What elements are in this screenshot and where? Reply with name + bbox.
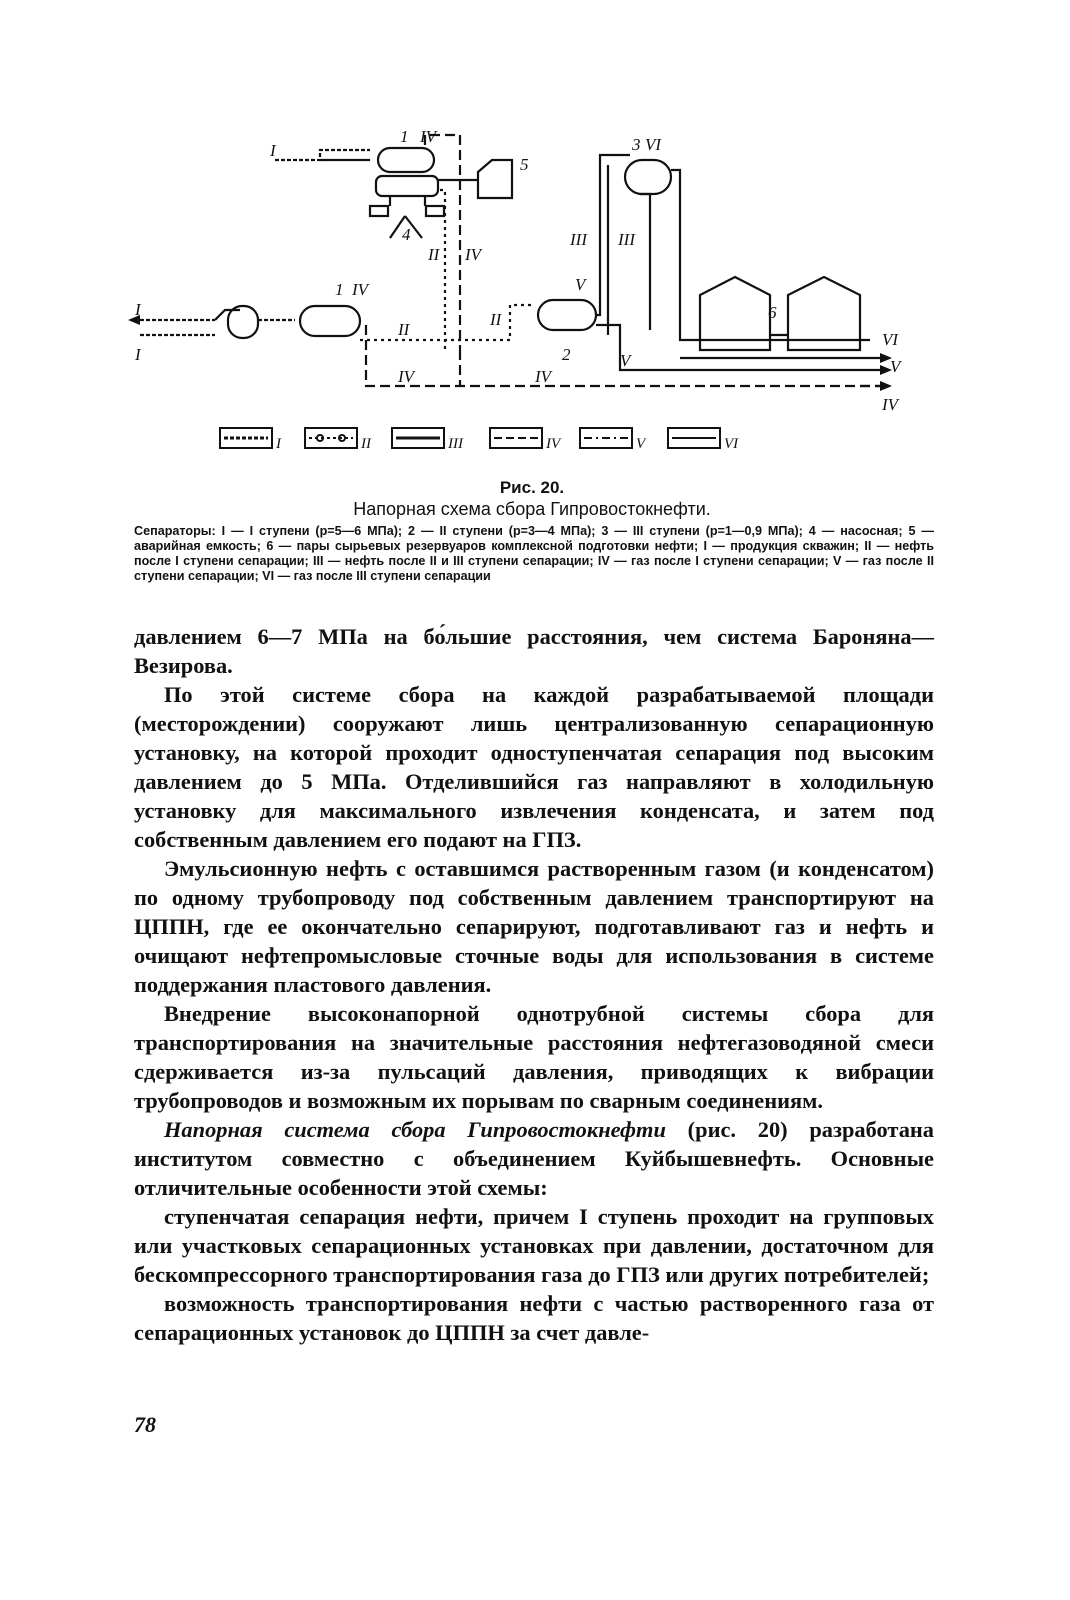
label-tanks6: 6 [768,303,777,322]
paragraph-2: По этой системе сбора на каждой разрабатываемой площади (месторождении) сооружают лишь централизованную сепарационную установку, на которой проходит одноступенчатая сепарация под высоким давлением до 5 МПа. Отделившийся газ направляют в холодильную установку для максимального извлечения конденсата, и затем под собственным давлением его подают на ГПЗ. [134,682,934,852]
label-iv-bottom1: IV [398,367,415,386]
label-tank5: 5 [520,155,529,174]
label-iv-top: IV [420,127,437,146]
label-iii-left: III [570,230,587,249]
paragraph-3: Эмульсионную нефть с оставшимся растворенным газом (и конденсатом) по одному трубопроводу под собственным давлением транспортируют на ЦППН, где ее окончательно сепарируют, подготавливают газ и нефть и очищают нефтепромысловые сточные воды для использования в системе поддержания пластового давления. [134,856,934,997]
legend-key-v: V [636,436,646,452]
label-out-iv: IV [882,395,899,414]
figure-title: Напорная схема сбора Гипровостокнефти. [353,499,711,519]
legend-key-vi: VI [724,436,739,452]
label-v-up: V [575,275,586,294]
label-ii-right: II [490,310,502,329]
label-i-left: I [135,300,141,319]
label-iv-bottom2: IV [535,367,552,386]
paragraph-1: давлением 6—7 МПа на бо́льшие расстояния, чем система Бароняна—Везирова. [134,624,934,678]
label-iv-left: IV [352,280,369,299]
legend-key-iii: III [448,436,463,452]
paragraph-5-rest: (рис. 20) разработана институтом совместно с объединением Куйбышевнефть. Основные отличительные особенности этой схемы: [134,1117,934,1200]
figure-diagram [120,120,940,470]
paragraph-5-italic-term: Напорная система сбора Гипровостокнефти [164,1117,666,1142]
label-ii-mid: II [428,245,440,264]
page-number: 78 [134,1412,156,1437]
figure-number: Рис. 20. [499,478,565,497]
label-out-v: V [890,357,901,376]
label-i-bottom: I [135,345,141,364]
label-sep2: 2 [562,345,571,364]
gathering-scheme-svg [120,120,940,470]
label-vi-top: VI [645,135,662,154]
legend-key-i: I [276,436,281,452]
label-out-vi: VI [882,330,899,349]
label-v-bottom: V [620,351,631,370]
legend-key-ii: II [361,436,371,452]
label-pump4: 4 [402,225,411,244]
label-sep1-left: 1 [335,280,344,299]
label-iv-mid: IV [465,245,482,264]
label-sep3: 3 [632,135,641,154]
figure-legend: Сепараторы: I — I ступени (p=5—6 МПа); 2 — II ступени (p=3—4 МПа); 3 — III ступени (p=1—0,9 МПа); 4 — насосная; 5 — аварийная емкость; 6 — пары сырьевых резервуаров комплексной подготовки нефти; I — продукция скважин; II — нефть после I ступени сепарации; III — нефть после II и III ступени сепарации; IV — газ после I ступени сепарации; V — газ после II ступени сепарации; VI — газ после III ступени сепарации [134,524,934,583]
label-sep1-top: 1 [400,127,409,146]
legend-key-iv: IV [546,436,561,452]
paragraph-4: Внедрение высоконапорной однотрубной системы сбора для транспортирования на значительные расстояния нефтегазоводяной смеси сдерживается из-за пульсаций давления, приводящих к вибрации трубопроводов и возможным их порывам по сварным соединениям. [134,1001,934,1113]
label-iii-right: III [618,230,635,249]
paragraph-5 [134,1115,934,1202]
label-ii-left: II [398,320,410,339]
label-i-top: I [270,141,276,160]
body-text [134,622,934,1347]
paragraph-6: ступенчатая сепарация нефти, причем I ступень проходит на групповых или участковых сепарационных установках при давлении, достаточном для бескомпрессорного транспортирования газа до ГПЗ или других потребителей; [134,1204,934,1287]
paragraph-7: возможность транспортирования нефти с частью растворенного газа от сепарационных установок до ЦППН за счет давле- [134,1291,934,1345]
